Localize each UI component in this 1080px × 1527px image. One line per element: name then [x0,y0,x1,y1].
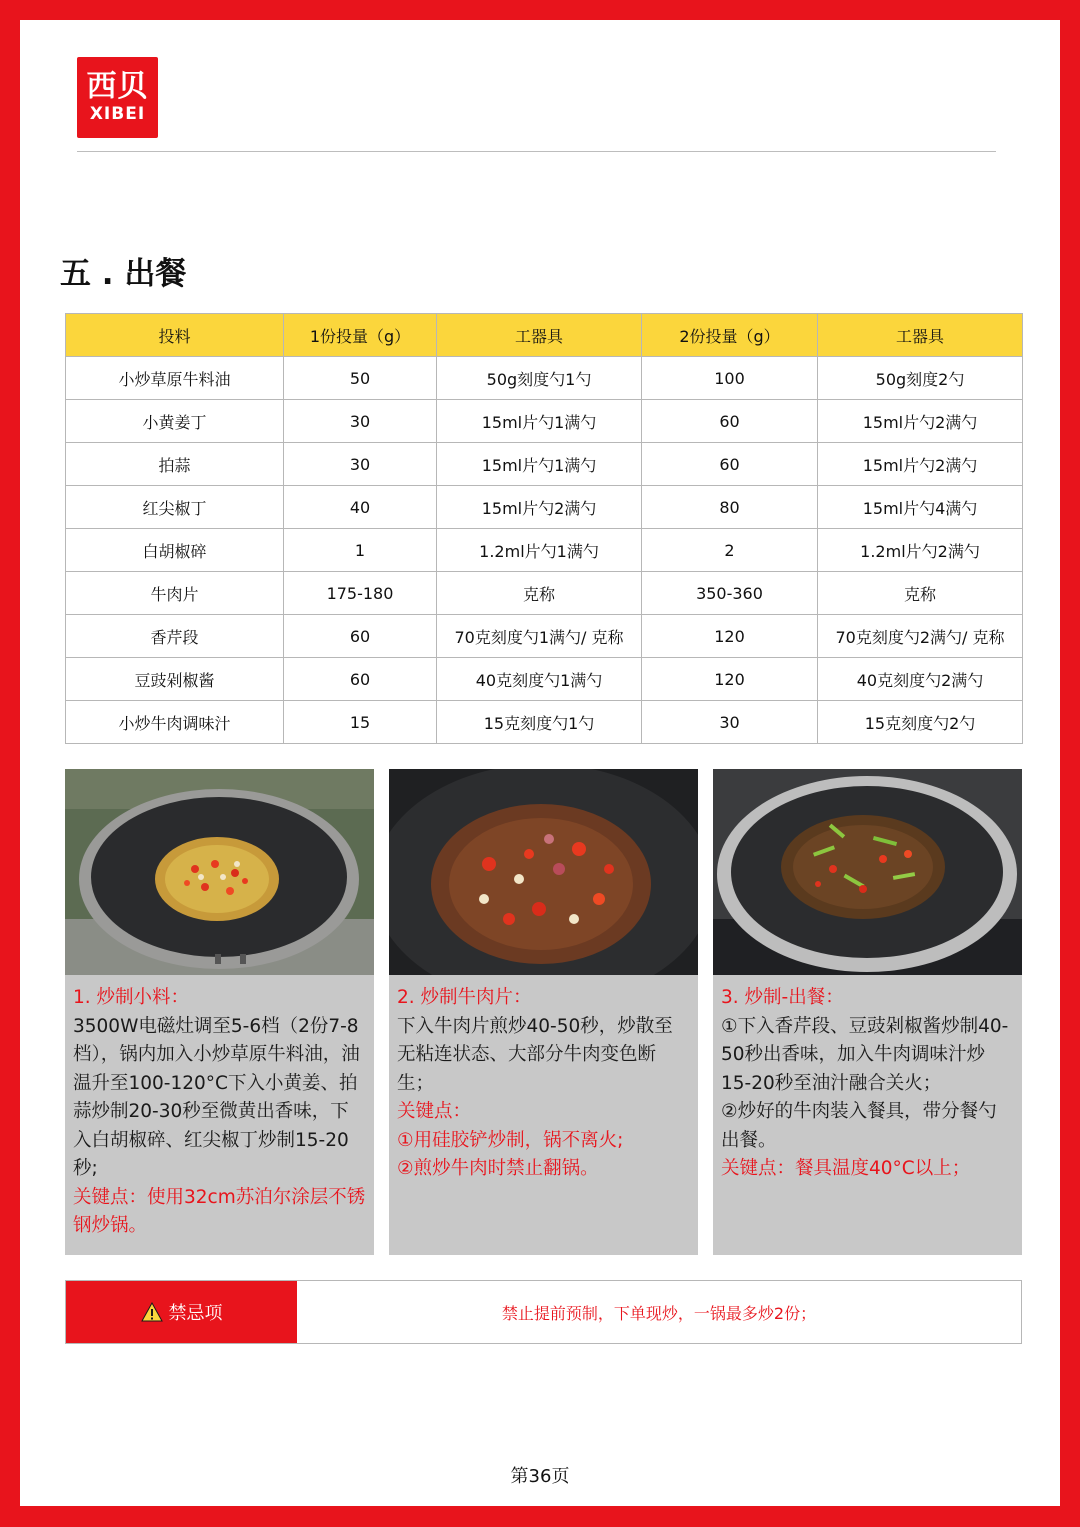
warning-label-cell [66,1281,297,1343]
page-number: 第36页 [510,1466,570,1487]
table-row [66,443,1023,486]
cell: 15ml片勺2满勺 [818,400,1023,443]
section-title: 五 . 出餐 [60,256,187,292]
header-ingredient: 投料 [66,314,284,357]
cell: 30 [642,701,818,744]
wok-photo-finished [713,769,1022,975]
table-row [66,615,1023,658]
ingredient-table [65,313,1023,744]
cell: 70克刻度勺2满勺/ 克称 [818,615,1023,658]
step-1-heading: 1. 炒制小料： [73,987,190,1008]
step-card-2 [389,769,698,1255]
warning-icon [141,1302,163,1322]
cell: 小黄姜丁 [66,400,284,443]
cell: 15ml片勺2满勺 [818,443,1023,486]
cell: 小炒草原牛料油 [66,357,284,400]
table-row [66,400,1023,443]
header-qty-2: 2份投量（g） [642,314,818,357]
cell: 40 [284,486,437,529]
cell: 小炒牛肉调味汁 [66,701,284,744]
xibei-logo [77,57,158,138]
cell: 白胡椒碎 [66,529,284,572]
cell: 60 [642,400,818,443]
cell: 15ml片勺4满勺 [818,486,1023,529]
cell: 175-180 [284,572,437,615]
cell: 15ml片勺1满勺 [437,400,642,443]
step-2-text [397,984,690,1184]
step-3-text [721,984,1014,1184]
step-2-body: 下入牛肉片煎炒40-50秒，炒散至无粘连状态、大部分牛肉变色断生； [397,1015,673,1094]
table-header-row [66,314,1023,357]
cell: 牛肉片 [66,572,284,615]
cell: 40克刻度勺1满勺 [437,658,642,701]
step-2-key-2: ②煎炒牛肉时禁止翻锅。 [397,1158,599,1179]
cell: 80 [642,486,818,529]
table-row [66,572,1023,615]
cell: 克称 [818,572,1023,615]
cell: 50g刻度2勺 [818,357,1023,400]
cell: 50g刻度勺1勺 [437,357,642,400]
cell: 30 [284,443,437,486]
step-card-3 [713,769,1022,1255]
cell: 50 [284,357,437,400]
cell: 30 [284,400,437,443]
table-row [66,529,1023,572]
step-3-key-point: 关键点：餐具温度40°C以上； [721,1158,971,1179]
cell: 香芹段 [66,615,284,658]
header-qty-1: 1份投量（g） [284,314,437,357]
header-tool-1: 工器具 [437,314,642,357]
cell: 1.2ml片勺2满勺 [818,529,1023,572]
cell: 350-360 [642,572,818,615]
cell: 1 [284,529,437,572]
cell: 15克刻度勺2勺 [818,701,1023,744]
cell: 120 [642,615,818,658]
cell: 15克刻度勺1勺 [437,701,642,744]
page [20,20,1060,1506]
step-1-text [73,984,366,1241]
step-2-key-label: 关键点： [397,1101,472,1122]
warning-text: 禁止提前预制，下单现炒，一锅最多炒2份； [501,1303,817,1323]
table-row [66,486,1023,529]
step-card-1 [65,769,374,1255]
table-row [66,701,1023,744]
table-row [66,658,1023,701]
cell: 60 [284,615,437,658]
cell: 15 [284,701,437,744]
step-1-key-point: 关键点：使用32cm苏泊尔涂层不锈钢炒锅。 [73,1186,366,1236]
table-row [66,357,1023,400]
cell: 100 [642,357,818,400]
warning-label: 禁忌项 [168,1303,223,1324]
header-divider [77,151,996,152]
cell: 2 [642,529,818,572]
cell: 豆豉剁椒酱 [66,658,284,701]
cell: 60 [642,443,818,486]
wok-photo-beef [389,769,698,975]
step-3-heading: 3. 炒制-出餐： [721,987,844,1008]
step-3-body-2: ②炒好的牛肉装入餐具，带分餐勺出餐。 [721,1101,997,1151]
cell: 40克刻度勺2满勺 [818,658,1023,701]
cell: 60 [284,658,437,701]
cell: 15ml片勺1满勺 [437,443,642,486]
cell: 15ml片勺2满勺 [437,486,642,529]
cell: 70克刻度勺1满勺/ 克称 [437,615,642,658]
cell: 120 [642,658,818,701]
step-2-heading: 2. 炒制牛肉片： [397,987,532,1008]
step-3-body-1: ①下入香芹段、豆豉剁椒酱炒制40-50秒出香味，加入牛肉调味汁炒15-20秒至油汁融合关火； [721,1015,1009,1094]
cell: 拍蒜 [66,443,284,486]
cell: 1.2ml片勺1满勺 [437,529,642,572]
step-2-key-1: ①用硅胶铲炒制，锅不离火; [397,1129,624,1151]
cell: 克称 [437,572,642,615]
cell: 红尖椒丁 [66,486,284,529]
header-tool-2: 工器具 [818,314,1023,357]
warning-box [65,1280,1022,1344]
logo-cn: 西贝 [86,68,149,104]
wok-photo-aromatics [65,769,374,975]
logo-en: XIBEI [89,103,146,124]
step-1-body: 3500W电磁灶调至5-6档（2份7-8档），锅内加入小炒草原牛料油，油温升至100-120°C下入小黄姜、拍蒜炒制20-30秒至微黄出香味，下入白胡椒碎、红尖椒丁炒制15-20秒; [73,1015,360,1179]
